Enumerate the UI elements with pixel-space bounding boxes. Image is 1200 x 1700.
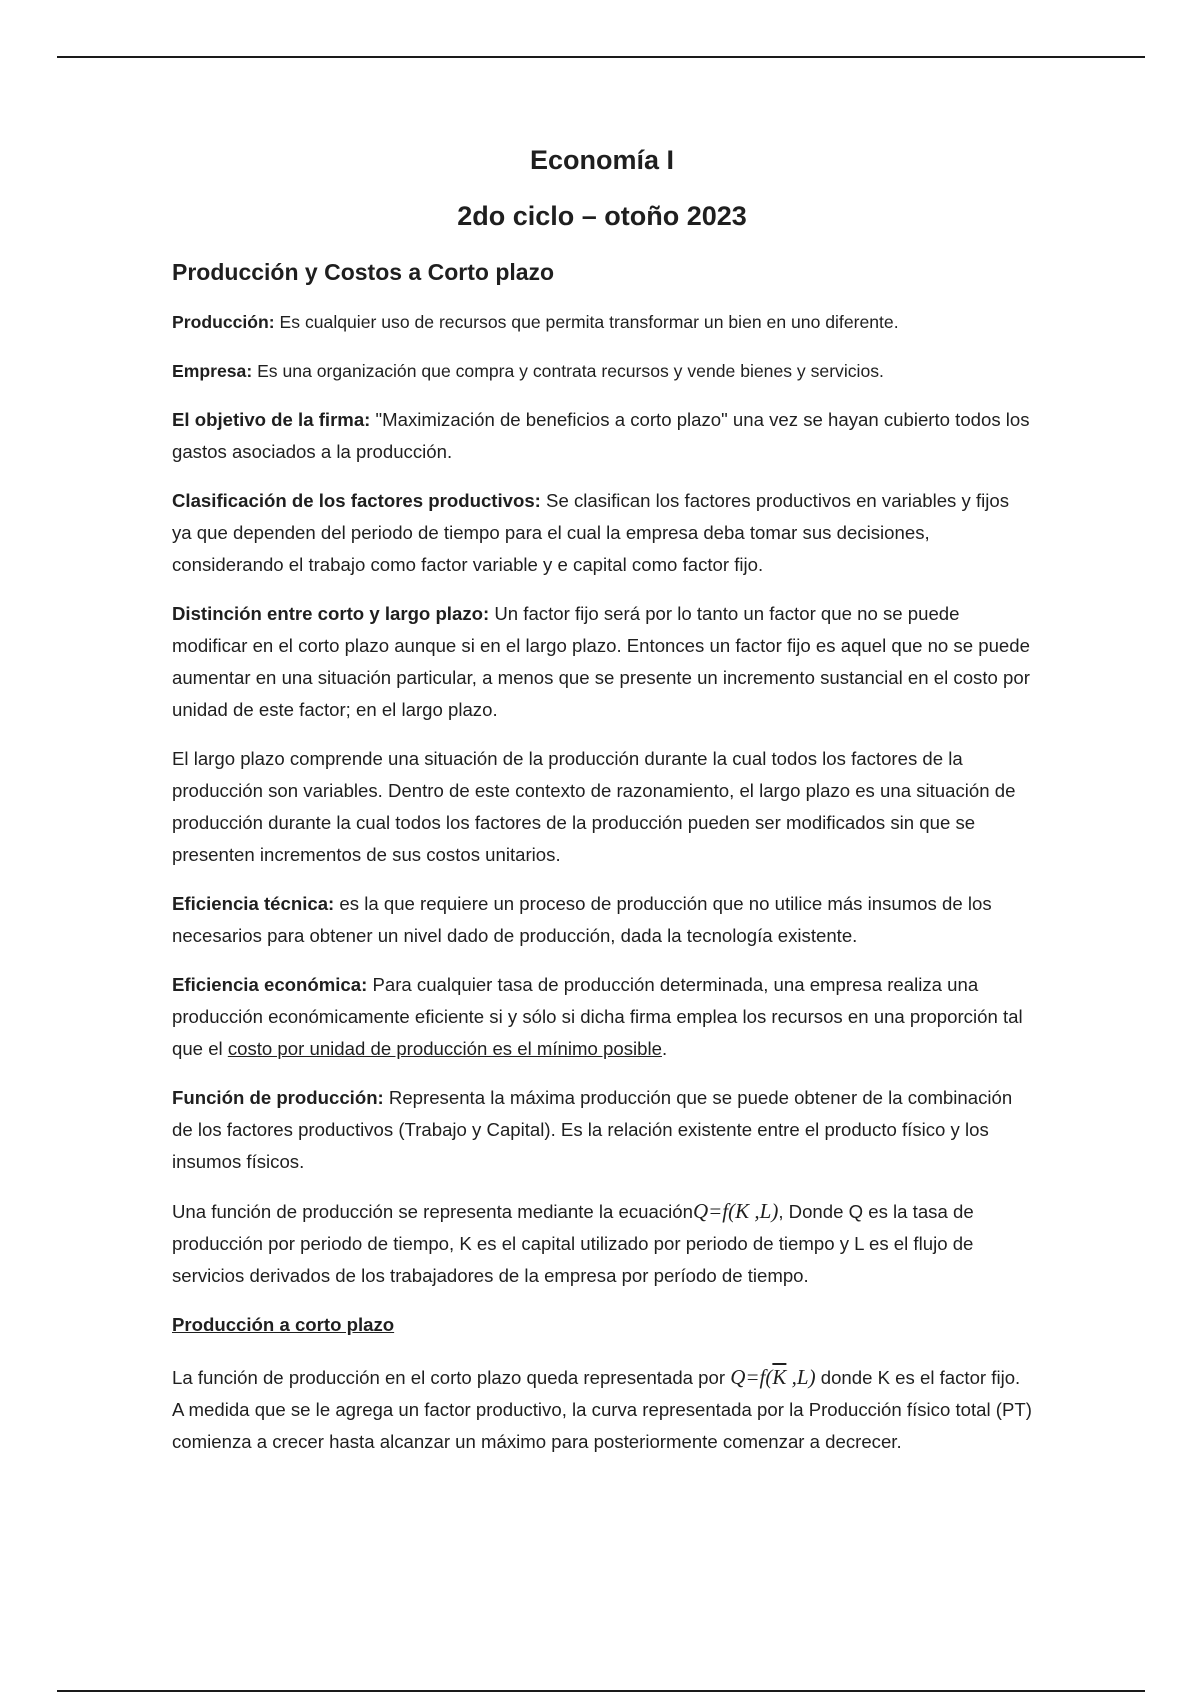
- paragraph-empresa: [172, 355, 1032, 387]
- term: Función de producción:: [172, 1087, 384, 1108]
- paragraph-eficiencia-economica: [172, 969, 1032, 1065]
- paragraph-ecuacion: [172, 1195, 1032, 1292]
- term: El objetivo de la firma:: [172, 409, 371, 430]
- paragraph-largo-plazo: El largo plazo comprende una situación de la producción durante la cual todos los factores de la producción son variables. Dentro de este contexto de razonamiento, el largo plazo es una situación de producción durante la cual todos los factores de la producción pueden ser modificados sin que se presenten incrementos de sus costos unitarios.: [172, 748, 1016, 865]
- definition: es la que requiere un proceso de producción que no utilice más insumos de los necesarios para obtener un nivel dado de producción, dada la tecnología existente.: [172, 893, 992, 946]
- fixed-capital-symbol: $\overline{K}$: [772, 1365, 787, 1389]
- paragraph-clasificacion: [172, 485, 1032, 581]
- paragraph-distincion: [172, 598, 1032, 726]
- document-body: [172, 140, 1032, 1475]
- text-after: donde K es el factor fijo. A medida que se le agrega un factor productivo, la curva representada por la Producción físico total (PT) comienza a crecer hasta alcanzar un máximo para posteriormente comenzar a decrecer.: [172, 1367, 1032, 1452]
- formula-start: Q=f(: [730, 1365, 773, 1389]
- paragraph-eficiencia-tecnica: [172, 888, 1032, 952]
- paragraph-produccion: [172, 306, 1032, 338]
- term: Producción:: [172, 312, 275, 332]
- formula-end: ,L): [786, 1365, 816, 1389]
- definition: Representa la máxima producción que se puede obtener de la combinación de los factores productivos (Trabajo y Capital). Es la relación existente entre el producto físico y los insumos físicos.: [172, 1087, 1013, 1172]
- text-before: Una función de producción se representa mediante la ecuación: [172, 1201, 693, 1222]
- definition: Es cualquier uso de recursos que permita transformar un bien en uno diferente.: [274, 312, 899, 332]
- text-before: La función de producción en el corto plazo queda representada por: [172, 1367, 731, 1388]
- section-title: Producción y Costos a Corto plazo: [172, 259, 555, 285]
- definition-end: .: [661, 1038, 668, 1059]
- definition: Un factor fijo será por lo tanto un factor que no se puede modificar en el corto plazo aunque si en el largo plazo. Entonces un factor fijo es aquel que no se puede aumentar en una situación particular, a menos que se presente un incremento sustancial en el costo por unidad de este factor; en el largo plazo.: [172, 603, 1030, 720]
- text-after: , Donde Q es la tasa de producción por periodo de tiempo, K es el capital utilizado por periodo de tiempo y L es el flujo de servicios derivados de los trabajadores de la empresa por período de tiempo.: [172, 1201, 974, 1286]
- top-rule: [57, 56, 1145, 58]
- term: Distinción entre corto y largo plazo:: [172, 603, 490, 624]
- term: Clasificación de los factores productivos:: [172, 490, 541, 511]
- definition: Es una organización que compra y contrata recursos y vende bienes y servicios.: [252, 361, 884, 381]
- definition: Se clasifican los factores productivos en variables y fijos ya que dependen del periodo de tiempo para el cual la empresa deba tomar sus decisiones, considerando el trabajo como factor variable y e capital como factor fijo.: [172, 490, 1010, 575]
- term: Eficiencia técnica:: [172, 893, 335, 914]
- underlined-phrase: costo por unidad de producción es el mínimo posible: [227, 1038, 662, 1059]
- document-title: Economía I: [529, 145, 675, 175]
- definition: Para cualquier tasa de producción determinada, una empresa realiza una producción económicamente eficiente si y sólo si dicha firma emplea los recursos en una proporción tal que el: [172, 974, 1023, 1059]
- definition: "Maximización de beneficios a corto plazo" una vez se hayan cubierto todos los gastos asociados a la producción.: [172, 409, 1030, 462]
- term: Empresa:: [172, 361, 253, 381]
- formula: Q=f(K ,L): [692, 1199, 779, 1223]
- subsection-heading: Producción a corto plazo: [172, 1314, 395, 1335]
- term: Eficiencia económica:: [172, 974, 368, 995]
- paragraph-corto-plazo: [172, 1361, 1032, 1458]
- paragraph-funcion: [172, 1082, 1032, 1178]
- paragraph-objetivo: [172, 404, 1032, 468]
- formula: [730, 1365, 815, 1389]
- document-subtitle: 2do ciclo – otoño 2023: [457, 201, 747, 231]
- bottom-rule: [57, 1690, 1145, 1692]
